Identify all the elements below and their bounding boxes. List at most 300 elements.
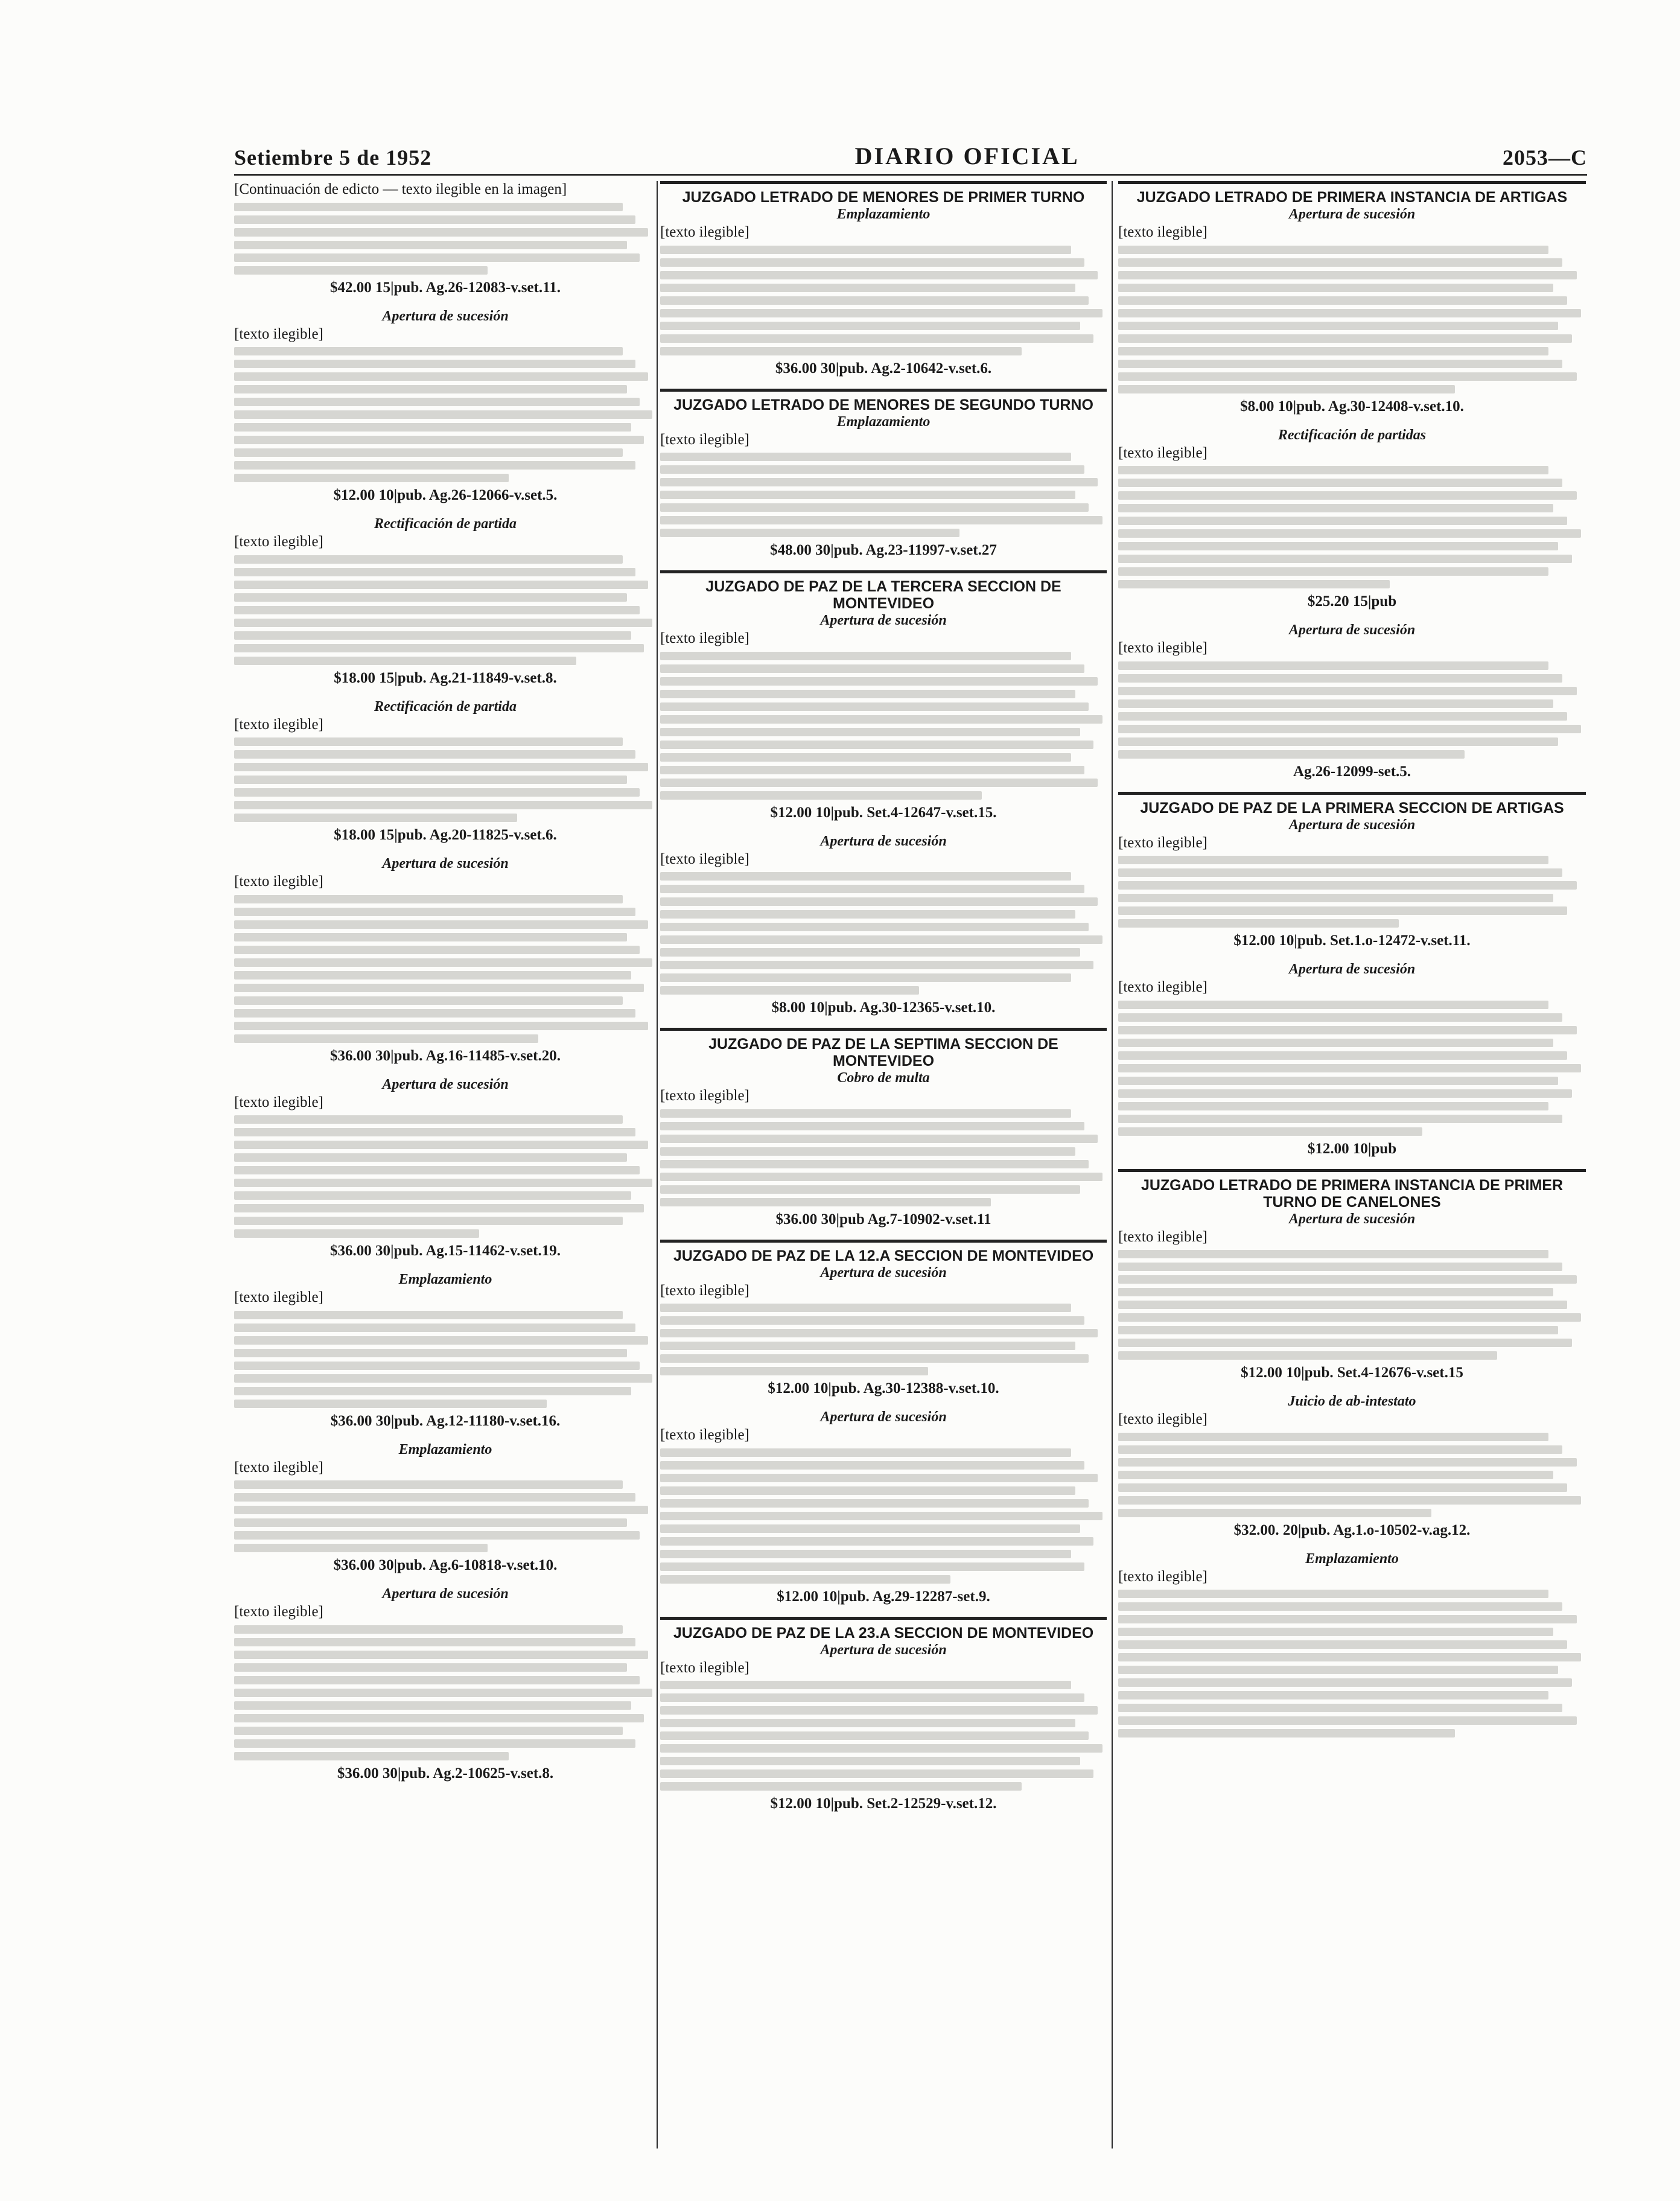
text-line-placeholder — [234, 946, 640, 954]
text-line-placeholder — [234, 1663, 627, 1672]
text-line-placeholder — [1118, 1013, 1562, 1022]
publication-fee: $36.00 30|pub. Ag.2-10642-v.set.6. — [775, 360, 992, 377]
text-line-placeholder — [234, 398, 640, 406]
text-line-placeholder — [234, 1141, 648, 1149]
text-line-placeholder — [1118, 1678, 1572, 1687]
text-line-placeholder — [1118, 271, 1577, 279]
text-line-placeholder — [660, 766, 1084, 774]
text-line-placeholder — [660, 1329, 1098, 1337]
notice-type: Apertura de sucesión — [1288, 622, 1416, 638]
notice-type: Emplazamiento — [398, 1441, 492, 1457]
text-line-placeholder — [660, 741, 1093, 749]
publication-fee: $36.00 30|pub. Ag.2-10625-v.set.8. — [337, 1765, 554, 1782]
text-line-placeholder — [1118, 1077, 1558, 1085]
text-line-placeholder — [1118, 1301, 1567, 1309]
text-line-placeholder — [234, 1651, 648, 1659]
notice-body: [texto ilegible] — [1118, 834, 1208, 851]
legal-notice — [660, 1409, 1107, 1606]
text-line-placeholder — [660, 1185, 1080, 1194]
publication-fee: $8.00 10|pub. Ag.30-12365-v.set.10. — [771, 999, 996, 1016]
text-line-placeholder — [234, 606, 640, 614]
text-line-placeholder — [1118, 1602, 1562, 1611]
text-line-placeholder — [1118, 246, 1548, 254]
text-line-placeholder — [660, 677, 1098, 686]
notice-body: [texto ilegible] — [1118, 640, 1208, 656]
text-line-placeholder — [234, 1349, 627, 1357]
text-line-placeholder — [1118, 1653, 1581, 1661]
text-line-placeholder — [1118, 737, 1558, 746]
legal-notice — [234, 308, 657, 505]
text-line-placeholder — [1118, 661, 1548, 670]
text-line-placeholder — [1118, 372, 1577, 381]
text-line-placeholder — [234, 241, 627, 249]
legal-notice — [1118, 1169, 1586, 1383]
text-line-placeholder — [660, 986, 919, 995]
court-heading: JUZGADO LETRADO DE PRIMERA INSTANCIA DE ARTIGAS — [1136, 189, 1568, 206]
text-line-placeholder — [1118, 555, 1572, 563]
court-heading: JUZGADO DE PAZ DE LA SEPTIMA SECCION DE MONTEVIDEO — [708, 1036, 1058, 1069]
text-line-placeholder — [234, 1387, 631, 1395]
text-line-placeholder — [234, 436, 644, 444]
text-line-placeholder — [660, 1448, 1071, 1457]
text-line-placeholder — [660, 779, 1098, 787]
text-line-placeholder — [660, 753, 1071, 762]
publication-fee: $25.20 15|pub — [1307, 593, 1397, 610]
text-line-placeholder — [234, 410, 652, 419]
text-line-placeholder — [660, 1524, 1080, 1533]
text-line-placeholder — [660, 910, 1075, 919]
legal-notice — [234, 1271, 657, 1430]
legal-notice — [660, 1617, 1107, 1814]
text-line-placeholder — [660, 1681, 1071, 1689]
text-line-placeholder — [1118, 881, 1577, 890]
text-line-placeholder — [1118, 1001, 1548, 1009]
text-line-placeholder — [234, 385, 627, 393]
notice-body: [texto ilegible] — [234, 716, 323, 733]
publication-fee: $36.00 30|pub. Ag.12-11180-v.set.16. — [330, 1412, 561, 1429]
legal-notice — [234, 1585, 657, 1783]
text-line-placeholder — [234, 1506, 648, 1514]
text-line-placeholder — [660, 1575, 950, 1584]
court-heading: JUZGADO DE PAZ DE LA 12.A SECCION DE MONTEVIDEO — [673, 1247, 1094, 1264]
publication-fee: $36.00 30|pub. Ag.15-11462-v.set.19. — [330, 1243, 561, 1259]
text-line-placeholder — [660, 728, 1080, 736]
text-line-placeholder — [234, 1752, 509, 1760]
notice-body: [texto ilegible] — [660, 850, 749, 867]
notice-type: Cobro de multa — [837, 1070, 930, 1086]
text-line-placeholder — [234, 776, 627, 784]
text-line-placeholder — [1118, 1039, 1553, 1047]
text-line-placeholder — [234, 933, 627, 941]
text-line-placeholder — [1118, 1115, 1562, 1123]
publication-fee: $36.00 30|pub. Ag.6-10818-v.set.10. — [333, 1557, 558, 1573]
text-line-placeholder — [660, 872, 1071, 881]
text-line-placeholder — [1118, 1445, 1562, 1454]
text-line-placeholder — [1118, 1729, 1455, 1738]
text-line-placeholder — [660, 516, 1102, 524]
text-line-placeholder — [1118, 529, 1581, 538]
text-line-placeholder — [660, 491, 1075, 499]
legal-notice — [660, 570, 1107, 822]
text-line-placeholder — [660, 1367, 928, 1375]
legal-notice — [234, 855, 657, 1065]
text-line-placeholder — [234, 1739, 635, 1748]
text-line-placeholder — [234, 360, 635, 368]
text-line-placeholder — [1118, 360, 1562, 368]
legal-notice — [660, 1240, 1107, 1398]
text-line-placeholder — [234, 1400, 547, 1408]
notice-body: [texto ilegible] — [1118, 444, 1208, 461]
text-line-placeholder — [1118, 1127, 1422, 1136]
text-line-placeholder — [234, 644, 644, 652]
text-line-placeholder — [660, 503, 1089, 512]
text-line-placeholder — [234, 1336, 648, 1345]
text-line-placeholder — [234, 474, 509, 482]
notice-body: [texto ilegible] — [234, 1094, 323, 1110]
notice-body: [texto ilegible] — [234, 1459, 323, 1476]
text-line-placeholder — [660, 1461, 1084, 1470]
notice-type: Apertura de sucesión — [820, 1409, 947, 1425]
text-line-placeholder — [1118, 1716, 1577, 1725]
text-line-placeholder — [234, 763, 648, 771]
text-line-placeholder — [1118, 322, 1558, 330]
notice-type: Apertura de sucesión — [1288, 1211, 1416, 1227]
publication-fee: $18.00 15|pub. Ag.20-11825-v.set.6. — [334, 827, 557, 843]
text-line-placeholder — [1118, 1275, 1577, 1284]
text-line-placeholder — [1118, 725, 1581, 733]
text-line-placeholder — [234, 1191, 631, 1200]
legal-notice — [1118, 1550, 1586, 1738]
notice-body: [texto ilegible] — [660, 224, 749, 240]
text-line-placeholder — [234, 631, 631, 640]
text-line-placeholder — [660, 296, 1089, 305]
legal-notice — [1118, 427, 1586, 611]
text-line-placeholder — [1118, 687, 1577, 695]
text-line-placeholder — [234, 1022, 648, 1030]
text-line-placeholder — [234, 1362, 640, 1370]
text-line-placeholder — [660, 465, 1084, 474]
legal-notice — [234, 515, 657, 687]
text-line-placeholder — [660, 1719, 1075, 1727]
text-line-placeholder — [660, 1354, 1089, 1363]
legal-notice — [1118, 961, 1586, 1158]
publication-fee: $36.00 30|pub. Ag.16-11485-v.set.20. — [330, 1047, 561, 1064]
text-line-placeholder — [1118, 517, 1567, 525]
notice-type: Apertura de sucesión — [1288, 817, 1416, 833]
notice-type: Apertura de sucesión — [820, 1264, 947, 1281]
column-divider — [657, 181, 658, 2148]
publication-fee: $36.00 30|pub Ag.7-10902-v.set.11 — [775, 1211, 991, 1228]
court-heading: JUZGADO DE PAZ DE LA TERCERA SECCION DE MONTEVIDEO — [705, 578, 1061, 612]
notice-body: [texto ilegible] — [234, 1604, 323, 1620]
notice-type: Rectificación de partidas — [1278, 427, 1427, 443]
text-line-placeholder — [660, 1304, 1071, 1312]
text-line-placeholder — [234, 1727, 623, 1735]
publication-fee: $42.00 15|pub. Ag.26-12083-v.set.11. — [330, 279, 561, 296]
notice-type: Apertura de sucesión — [382, 1076, 509, 1092]
text-line-placeholder — [660, 1693, 1084, 1702]
text-line-placeholder — [1118, 1433, 1548, 1441]
text-line-placeholder — [660, 715, 1102, 724]
text-line-placeholder — [1118, 1640, 1567, 1649]
court-heading: JUZGADO DE PAZ DE LA PRIMERA SECCION DE ARTIGAS — [1140, 799, 1564, 817]
notice-body: [texto ilegible] — [234, 1289, 323, 1305]
text-line-placeholder — [1118, 1351, 1497, 1360]
text-line-placeholder — [660, 690, 1075, 698]
text-line-placeholder — [660, 1512, 1102, 1520]
legal-notice — [1118, 622, 1586, 781]
text-line-placeholder — [234, 593, 627, 602]
text-line-placeholder — [234, 1179, 652, 1187]
text-line-placeholder — [234, 1518, 627, 1527]
court-heading: JUZGADO DE PAZ DE LA 23.A SECCION DE MONTEVIDEO — [673, 1624, 1094, 1642]
text-line-placeholder — [660, 284, 1075, 292]
text-line-placeholder — [1118, 1250, 1548, 1258]
text-line-placeholder — [234, 1115, 623, 1124]
legal-notice — [234, 1441, 657, 1575]
text-line-placeholder — [234, 423, 631, 432]
notice-type: Rectificación de partida — [374, 698, 517, 715]
text-line-placeholder — [1118, 385, 1455, 393]
text-line-placeholder — [234, 448, 623, 457]
notice-type: Apertura de sucesión — [1288, 206, 1416, 222]
text-line-placeholder — [1118, 334, 1572, 343]
column-1 — [234, 181, 657, 2148]
publication-fee: $12.00 10|pub. Set.4-12676-v.set.15 — [1241, 1365, 1463, 1381]
text-line-placeholder — [660, 1731, 1089, 1740]
text-line-placeholder — [234, 801, 652, 809]
legal-notice — [660, 1028, 1107, 1229]
text-line-placeholder — [234, 347, 623, 355]
notice-type: Apertura de sucesión — [382, 308, 509, 324]
text-line-placeholder — [660, 935, 1102, 944]
text-line-placeholder — [1118, 1313, 1581, 1322]
notice-type: Apertura de sucesión — [820, 833, 947, 849]
notice-type: Apertura de sucesión — [820, 613, 947, 628]
text-line-placeholder — [1118, 491, 1577, 500]
text-line-placeholder — [234, 1204, 644, 1212]
page-number: 2053—C — [1503, 145, 1587, 170]
text-line-placeholder — [234, 619, 652, 627]
notice-body: [texto ilegible] — [660, 1427, 749, 1443]
text-line-placeholder — [234, 203, 623, 211]
text-line-placeholder — [660, 258, 1084, 267]
text-line-placeholder — [1118, 1339, 1572, 1347]
legal-notice — [660, 389, 1107, 560]
text-line-placeholder — [234, 253, 640, 262]
text-line-placeholder — [1118, 750, 1465, 759]
text-line-placeholder — [660, 453, 1071, 461]
publication-title: DIARIO OFICIAL — [854, 142, 1080, 170]
text-line-placeholder — [234, 1714, 644, 1722]
text-line-placeholder — [1118, 868, 1562, 877]
text-line-placeholder — [1118, 1326, 1558, 1334]
text-line-placeholder — [660, 334, 1093, 343]
text-line-placeholder — [1118, 674, 1562, 683]
text-line-placeholder — [1118, 1064, 1581, 1072]
legal-notice — [660, 833, 1107, 1018]
text-line-placeholder — [234, 1229, 479, 1238]
notice-body: [texto ilegible] — [660, 1088, 749, 1104]
notice-body: [texto ilegible] — [660, 431, 749, 448]
text-line-placeholder — [1118, 906, 1567, 915]
publication-fee: $12.00 10|pub. Ag.26-12066-v.set.5. — [333, 487, 558, 503]
text-line-placeholder — [1118, 1496, 1581, 1505]
text-line-placeholder — [660, 961, 1093, 969]
text-line-placeholder — [234, 1493, 635, 1502]
text-line-placeholder — [234, 1625, 623, 1634]
text-line-placeholder — [660, 923, 1089, 931]
text-line-placeholder — [660, 1782, 1022, 1791]
text-line-placeholder — [1118, 466, 1548, 474]
text-line-placeholder — [660, 1537, 1093, 1546]
text-line-placeholder — [234, 568, 635, 576]
text-line-placeholder — [1118, 699, 1553, 708]
text-line-placeholder — [1118, 309, 1581, 317]
publication-fee: $12.00 10|pub. Set.1.o-12472-v.set.11. — [1233, 932, 1471, 949]
text-line-placeholder — [234, 1153, 627, 1162]
text-line-placeholder — [1118, 1704, 1562, 1712]
text-line-placeholder — [1118, 479, 1562, 487]
text-line-placeholder — [1118, 1590, 1548, 1598]
publication-fee: $8.00 10|pub. Ag.30-12408-v.set.10. — [1240, 398, 1464, 415]
column-divider — [1112, 181, 1113, 2148]
notice-body: [texto ilegible] — [660, 630, 749, 646]
notice-type: Emplazamiento — [398, 1272, 492, 1287]
text-line-placeholder — [234, 984, 644, 992]
text-line-placeholder — [660, 1757, 1080, 1765]
text-line-placeholder — [660, 1769, 1093, 1778]
text-line-placeholder — [660, 529, 959, 537]
page-header — [234, 134, 1587, 170]
text-line-placeholder — [234, 555, 623, 564]
text-line-placeholder — [660, 1562, 1084, 1571]
text-line-placeholder — [1118, 1288, 1553, 1296]
text-line-placeholder — [234, 1689, 652, 1697]
legal-notice — [234, 1076, 657, 1261]
publication-fee: $12.00 10|pub. Set.2-12529-v.set.12. — [770, 1795, 997, 1812]
text-line-placeholder — [234, 1544, 488, 1552]
text-line-placeholder — [660, 271, 1098, 279]
text-line-placeholder — [234, 737, 623, 746]
text-line-placeholder — [1118, 284, 1553, 292]
notice-body: [texto ilegible] — [234, 325, 323, 342]
legal-notice — [234, 698, 657, 845]
text-line-placeholder — [660, 347, 1022, 355]
text-line-placeholder — [234, 228, 648, 237]
legal-notice — [1118, 792, 1586, 951]
text-line-placeholder — [1118, 296, 1567, 305]
text-line-placeholder — [1118, 712, 1567, 721]
text-line-placeholder — [1118, 1051, 1567, 1060]
legal-notice — [660, 181, 1107, 378]
text-line-placeholder — [1118, 567, 1548, 576]
text-line-placeholder — [234, 958, 652, 967]
text-line-placeholder — [1118, 1509, 1431, 1517]
text-line-placeholder — [234, 1217, 623, 1225]
text-line-placeholder — [234, 788, 640, 797]
text-line-placeholder — [660, 885, 1084, 893]
text-line-placeholder — [660, 1499, 1089, 1508]
text-line-placeholder — [660, 1122, 1084, 1130]
notice-type: Emplazamiento — [836, 206, 931, 222]
text-line-placeholder — [660, 791, 982, 800]
court-heading: JUZGADO LETRADO DE MENORES DE SEGUNDO TURNO — [673, 396, 1093, 413]
header-rule — [234, 174, 1587, 176]
text-line-placeholder — [660, 1109, 1071, 1118]
text-line-placeholder — [234, 372, 648, 381]
text-line-placeholder — [234, 1311, 623, 1319]
text-line-placeholder — [234, 1638, 635, 1646]
text-line-placeholder — [660, 948, 1080, 957]
text-line-placeholder — [234, 971, 631, 979]
notice-body: [texto ilegible] — [1118, 979, 1208, 995]
notice-type: Apertura de sucesión — [382, 856, 509, 871]
notice-body: [texto ilegible] — [1118, 1568, 1208, 1585]
text-line-placeholder — [660, 1173, 1102, 1181]
text-line-placeholder — [234, 1128, 635, 1136]
column-3 — [1118, 181, 1586, 2148]
text-line-placeholder — [660, 1486, 1075, 1495]
text-line-placeholder — [234, 908, 635, 916]
notice-type: Apertura de sucesión — [1288, 961, 1416, 977]
column-2 — [660, 181, 1107, 2148]
text-line-placeholder — [660, 1744, 1102, 1753]
text-line-placeholder — [1118, 894, 1553, 902]
notice-type: Emplazamiento — [836, 413, 931, 430]
notice-body: [texto ilegible] — [234, 534, 323, 550]
court-heading: JUZGADO LETRADO DE PRIMERA INSTANCIA DE PRIMER TURNO DE CANELONES — [1141, 1176, 1564, 1211]
publication-fee: $18.00 15|pub. Ag.21-11849-v.set.8. — [334, 669, 557, 686]
text-line-placeholder — [234, 1701, 631, 1710]
text-line-placeholder — [234, 1323, 635, 1332]
text-line-placeholder — [234, 1009, 635, 1018]
notice-body: [texto ilegible] — [660, 1659, 749, 1676]
text-line-placeholder — [234, 1480, 623, 1489]
text-line-placeholder — [1118, 919, 1399, 928]
text-line-placeholder — [660, 973, 1071, 982]
notice-body: [texto ilegible] — [1118, 1411, 1208, 1427]
text-line-placeholder — [1118, 258, 1562, 267]
notice-body: [texto ilegible] — [1118, 224, 1208, 240]
publication-fee: $32.00. 20|pub. Ag.1.o-10502-v.ag.12. — [1233, 1521, 1471, 1538]
publication-fee: $12.00 10|pub — [1307, 1140, 1397, 1157]
text-line-placeholder — [234, 581, 648, 589]
issue-date: Setiembre 5 de 1952 — [234, 145, 432, 170]
text-line-placeholder — [1118, 856, 1548, 864]
text-line-placeholder — [1118, 1026, 1577, 1034]
text-line-placeholder — [234, 461, 635, 470]
text-line-placeholder — [234, 657, 576, 665]
notice-type: Emplazamiento — [1305, 1550, 1399, 1567]
publication-fee: $12.00 10|pub. Set.4-12647-v.set.15. — [770, 804, 997, 821]
text-line-placeholder — [1118, 504, 1553, 512]
text-line-placeholder — [660, 664, 1084, 673]
text-line-placeholder — [234, 895, 623, 903]
text-line-placeholder — [1118, 1483, 1567, 1492]
text-line-placeholder — [1118, 1458, 1577, 1467]
text-line-placeholder — [1118, 1471, 1553, 1479]
legal-notice — [234, 181, 657, 297]
notice-type: Apertura de sucesión — [382, 1586, 509, 1602]
text-line-placeholder — [660, 702, 1089, 711]
text-line-placeholder — [234, 814, 517, 822]
text-line-placeholder — [234, 1374, 652, 1383]
text-line-placeholder — [660, 322, 1080, 330]
text-line-placeholder — [660, 1316, 1084, 1325]
text-line-placeholder — [234, 1166, 640, 1174]
text-line-placeholder — [234, 1034, 538, 1043]
